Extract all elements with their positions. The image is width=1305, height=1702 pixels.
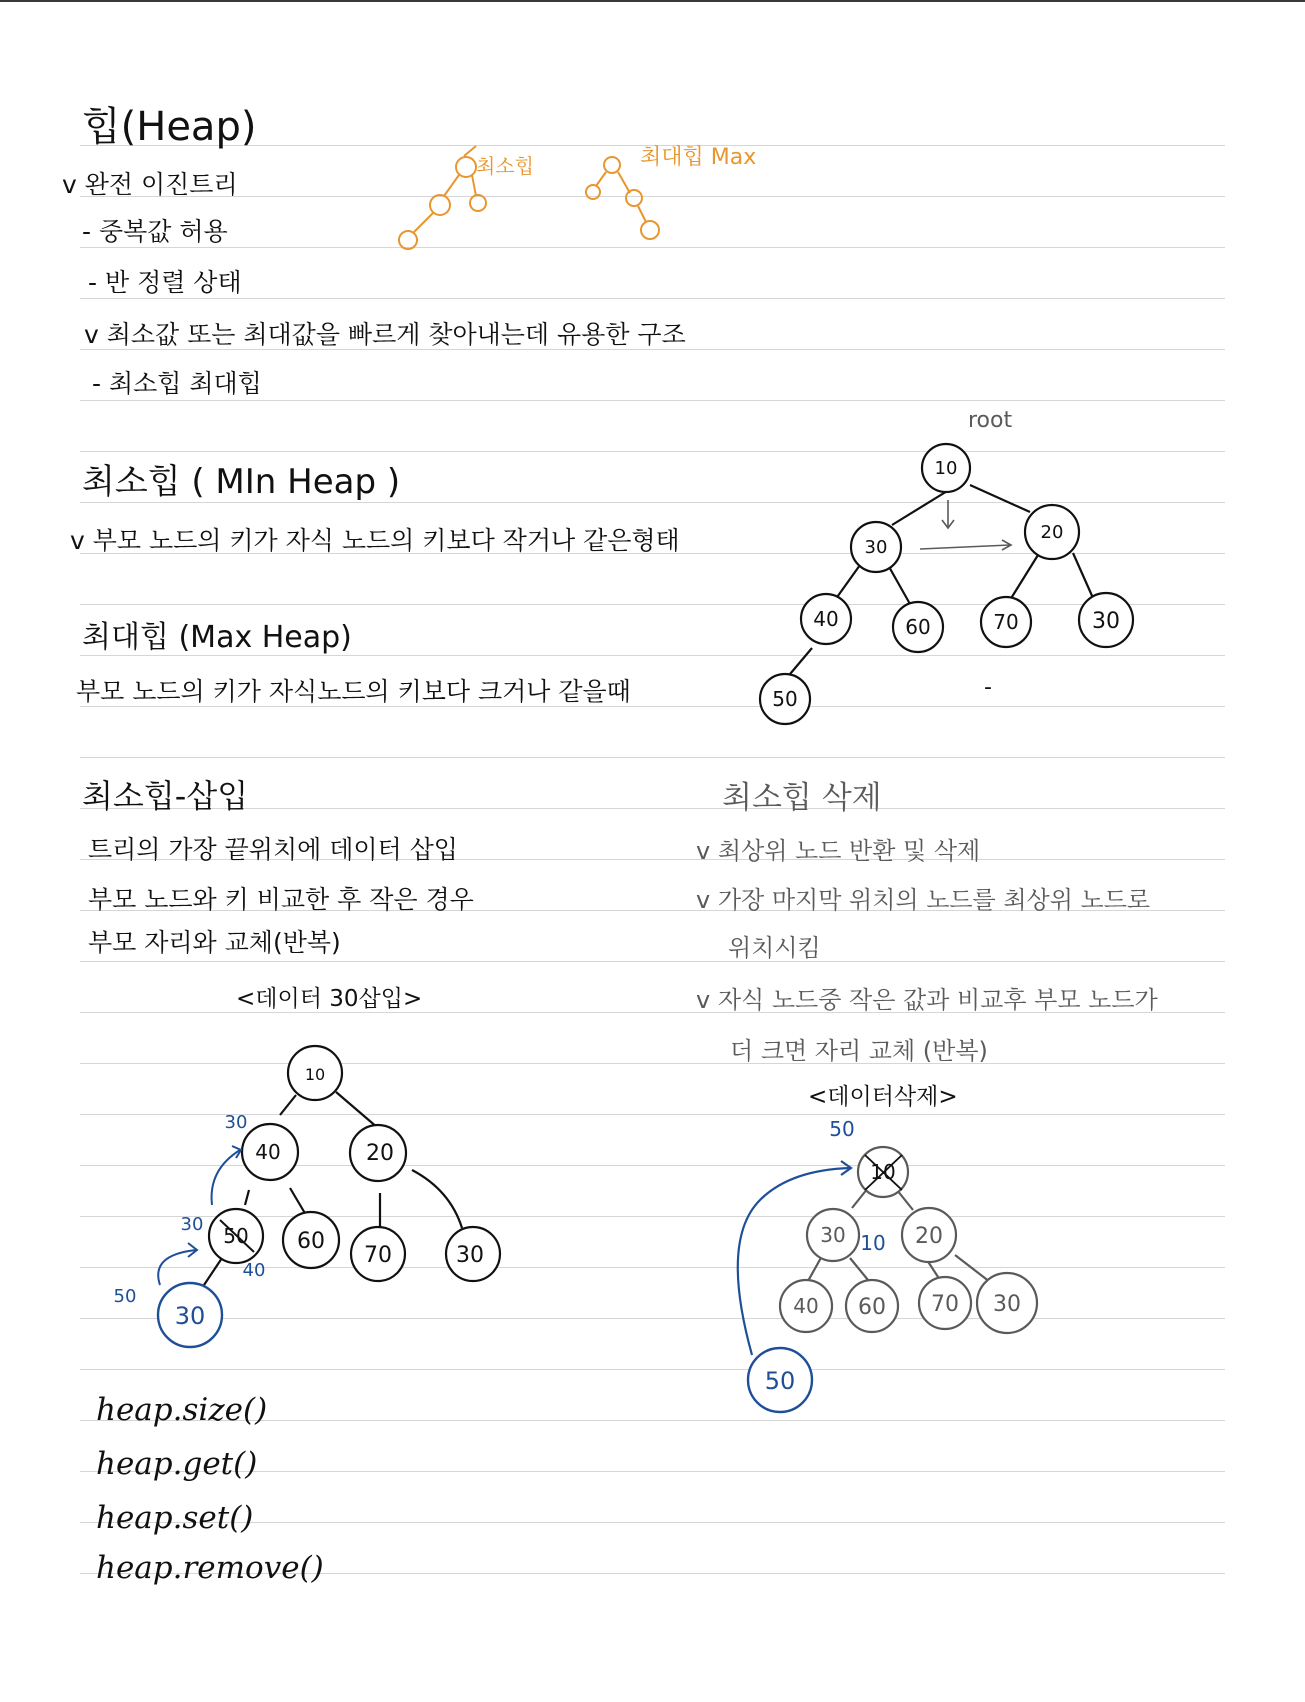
min-heap-label: 최소힙 (476, 154, 534, 178)
method-remove: heap.remove() (96, 1550, 324, 1586)
tree-node-label: 10 (870, 1160, 896, 1184)
delete-step-3b: 더 크면 자리 교체 (반복) (730, 1037, 988, 1065)
heap-kinds: - 최소힙 최대힙 (92, 369, 262, 398)
swap-annotation: 50 (113, 1286, 137, 1307)
swap-annotation: 50 (829, 1117, 855, 1141)
tree-node-label: 10 (304, 1065, 326, 1084)
dup-allowed: - 중복값 허용 (82, 217, 228, 246)
insert-step-2: 부모 노드와 키 비교한 후 작은 경우 (88, 885, 474, 914)
delete-title: 최소힙 삭제 (722, 780, 882, 816)
tree-node-label: 70 (931, 1292, 959, 1317)
tree-edge (897, 1190, 913, 1210)
tree-node-label: 60 (905, 615, 931, 639)
tree-node-label: 40 (813, 607, 839, 631)
insert-step-1: 트리의 가장 끝위치에 데이터 삽입 (88, 835, 458, 864)
tree-edge (850, 1258, 868, 1280)
tree-node-label: 20 (1040, 522, 1064, 543)
method-get: heap.get() (96, 1446, 258, 1482)
insert-caption: <데이터 30삽입> (236, 986, 423, 1012)
tree-node-label: 20 (915, 1224, 943, 1249)
delete-step-1: v 최상위 노드 반환 및 삭제 (696, 837, 981, 865)
tree-node-label: 30 (864, 537, 888, 558)
delete-step-2: v 가장 마지막 위치의 노드를 최상위 노드로 (696, 886, 1151, 914)
method-size: heap.size() (96, 1392, 268, 1428)
tree-node-label: 70 (993, 610, 1019, 634)
swap-annotation: 10 (860, 1231, 886, 1255)
tree-node-label: 70 (364, 1243, 392, 1268)
tree-node-label: 30 (456, 1243, 484, 1268)
tree-edge (955, 1255, 990, 1282)
insert-step-3: 부모 자리와 교체(반복) (88, 928, 341, 957)
half-sorted: - 반 정렬 상태 (88, 268, 242, 297)
tree-node-label: 30 (1092, 609, 1120, 634)
tree-node-label: 50 (223, 1224, 249, 1248)
tree-node-label: 30 (993, 1292, 1021, 1317)
swap-annotation: 30 (180, 1214, 204, 1235)
method-set: heap.set() (96, 1500, 254, 1536)
tree-node-label: 40 (793, 1294, 819, 1318)
tree-node-label: 40 (255, 1140, 281, 1164)
use-case: v 최소값 또는 최대값을 빠르게 찾아내는데 유용한 구조 (84, 320, 686, 349)
max-heap-title: 최대힙 (Max Heap) (82, 620, 352, 655)
tree-node-label: 50 (764, 1367, 796, 1395)
min-heap-desc: v 부모 노드의 키가 자식 노드의 키보다 작거나 같은형태 (70, 526, 680, 555)
min-heap-title: 최소힙 ( MIn Heap ) (82, 462, 401, 502)
delete-step-2b: 위치시킴 (728, 934, 821, 962)
swap-annotation: 30 (224, 1112, 248, 1133)
tree-node-label: 30 (174, 1302, 206, 1330)
tree-node-label: 60 (858, 1295, 886, 1320)
heap-title: 힙(Heap) (82, 104, 257, 150)
max-heap-label: 최대힙 Max (640, 145, 757, 170)
tree-node-label: 20 (366, 1141, 394, 1166)
max-heap-desc: 부모 노드의 키가 자식노드의 키보다 크거나 같을때 (76, 677, 631, 706)
tree-edge (808, 1256, 822, 1281)
insert-title: 최소힙-삽입 (82, 777, 249, 815)
swap-annotation: 40 (242, 1260, 266, 1281)
tree-node-label: 30 (820, 1223, 846, 1247)
tree-node-label: 60 (297, 1229, 325, 1254)
delete-caption: <데이터삭제> (808, 1084, 958, 1110)
tree-node-label: 50 (772, 687, 798, 711)
bullet-complete-tree: v 완전 이진트리 (62, 170, 238, 199)
root-label: root (968, 408, 1013, 433)
stray-dash: - (984, 675, 992, 700)
delete-step-3: v 자식 노드중 작은 값과 비교후 부모 노드가 (696, 986, 1158, 1014)
tree-node-label: 10 (934, 458, 958, 479)
